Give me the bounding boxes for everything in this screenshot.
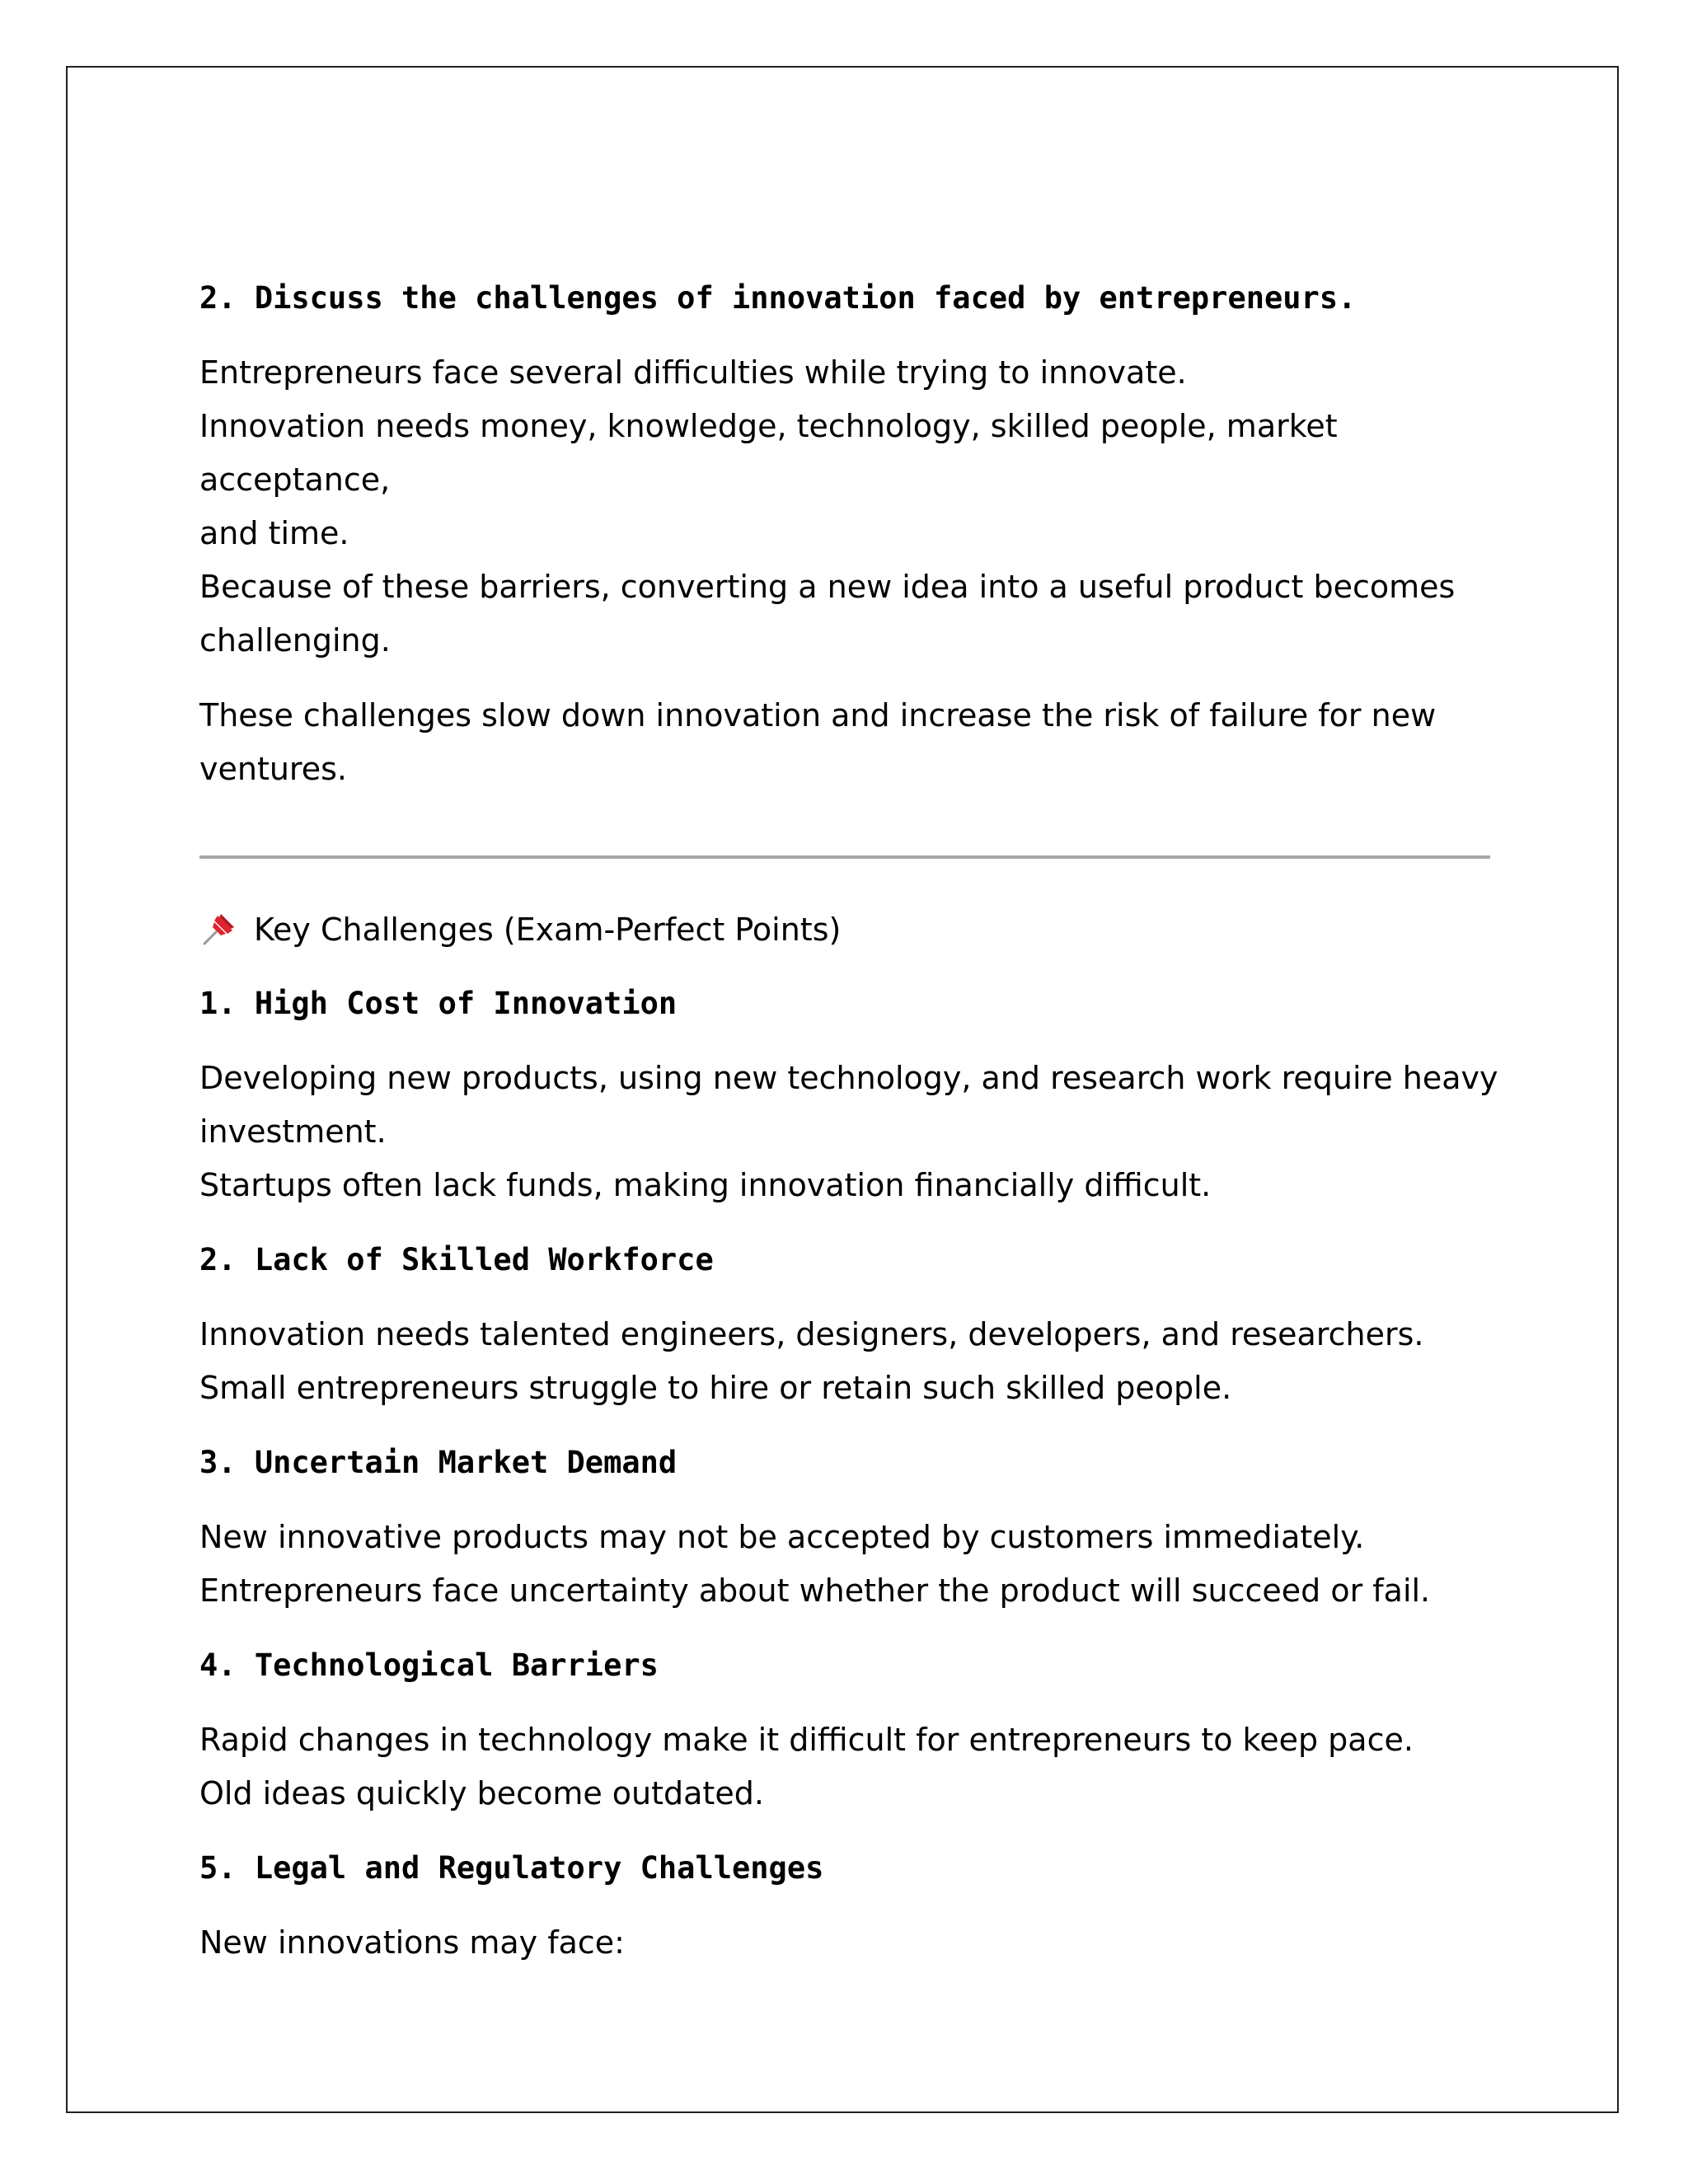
pushpin-icon: [199, 911, 237, 949]
point-line: Old ideas quickly become outdated.: [199, 1775, 764, 1811]
summary-paragraph: [199, 689, 1502, 796]
point-heading: 4. Technological Barriers: [199, 1647, 659, 1683]
point-body: [199, 1713, 1502, 1821]
intro-line: Innovation needs money, knowledge, technology, skilled people, market acceptance,: [199, 408, 1338, 498]
point-line: Innovation needs talented engineers, designers, developers, and researchers.: [199, 1316, 1424, 1352]
key-challenges-title-row: [199, 903, 1502, 956]
intro-line: Because of these barriers, converting a new idea into a useful product becomes: [199, 569, 1456, 605]
point-line: Developing new products, using new technology, and research work require heavy: [199, 1060, 1498, 1096]
point-line: New innovations may face:: [199, 1924, 625, 1961]
point-heading: 2. Lack of Skilled Workforce: [199, 1242, 714, 1277]
point-line: New innovative products may not be accepted by customers immediately.: [199, 1519, 1365, 1555]
point-line: Startups often lack funds, making innovation financially difficult.: [199, 1167, 1212, 1203]
point-line: investment.: [199, 1113, 387, 1150]
point-heading: 1. High Cost of Innovation: [199, 986, 678, 1021]
question-title: 2. Discuss the challenges of innovation faced by entrepreneurs.: [199, 280, 1357, 316]
point-body: [199, 1052, 1502, 1212]
point-body: [199, 1511, 1502, 1618]
document-content: [199, 272, 1502, 1970]
point-line: Small entrepreneurs struggle to hire or retain such skilled people.: [199, 1370, 1232, 1406]
section-divider: [199, 855, 1490, 859]
point-body: [199, 1308, 1502, 1415]
key-challenges-title: Key Challenges (Exam-Perfect Points): [254, 912, 842, 948]
point-line: Entrepreneurs face uncertainty about whether the product will succeed or fail.: [199, 1572, 1431, 1609]
summary-line: These challenges slow down innovation and increase the risk of failure for new: [199, 697, 1437, 733]
point-heading: 5. Legal and Regulatory Challenges: [199, 1850, 824, 1886]
point-body: [199, 1916, 1502, 1970]
intro-line: Entrepreneurs face several difficulties while trying to innovate.: [199, 354, 1187, 391]
intro-line: challenging.: [199, 622, 391, 658]
point-line: Rapid changes in technology make it difficult for entrepreneurs to keep pace.: [199, 1722, 1414, 1758]
point-heading: 3. Uncertain Market Demand: [199, 1445, 678, 1480]
intro-line: and time.: [199, 515, 349, 551]
intro-paragraph: [199, 346, 1502, 668]
summary-line: ventures.: [199, 751, 347, 787]
